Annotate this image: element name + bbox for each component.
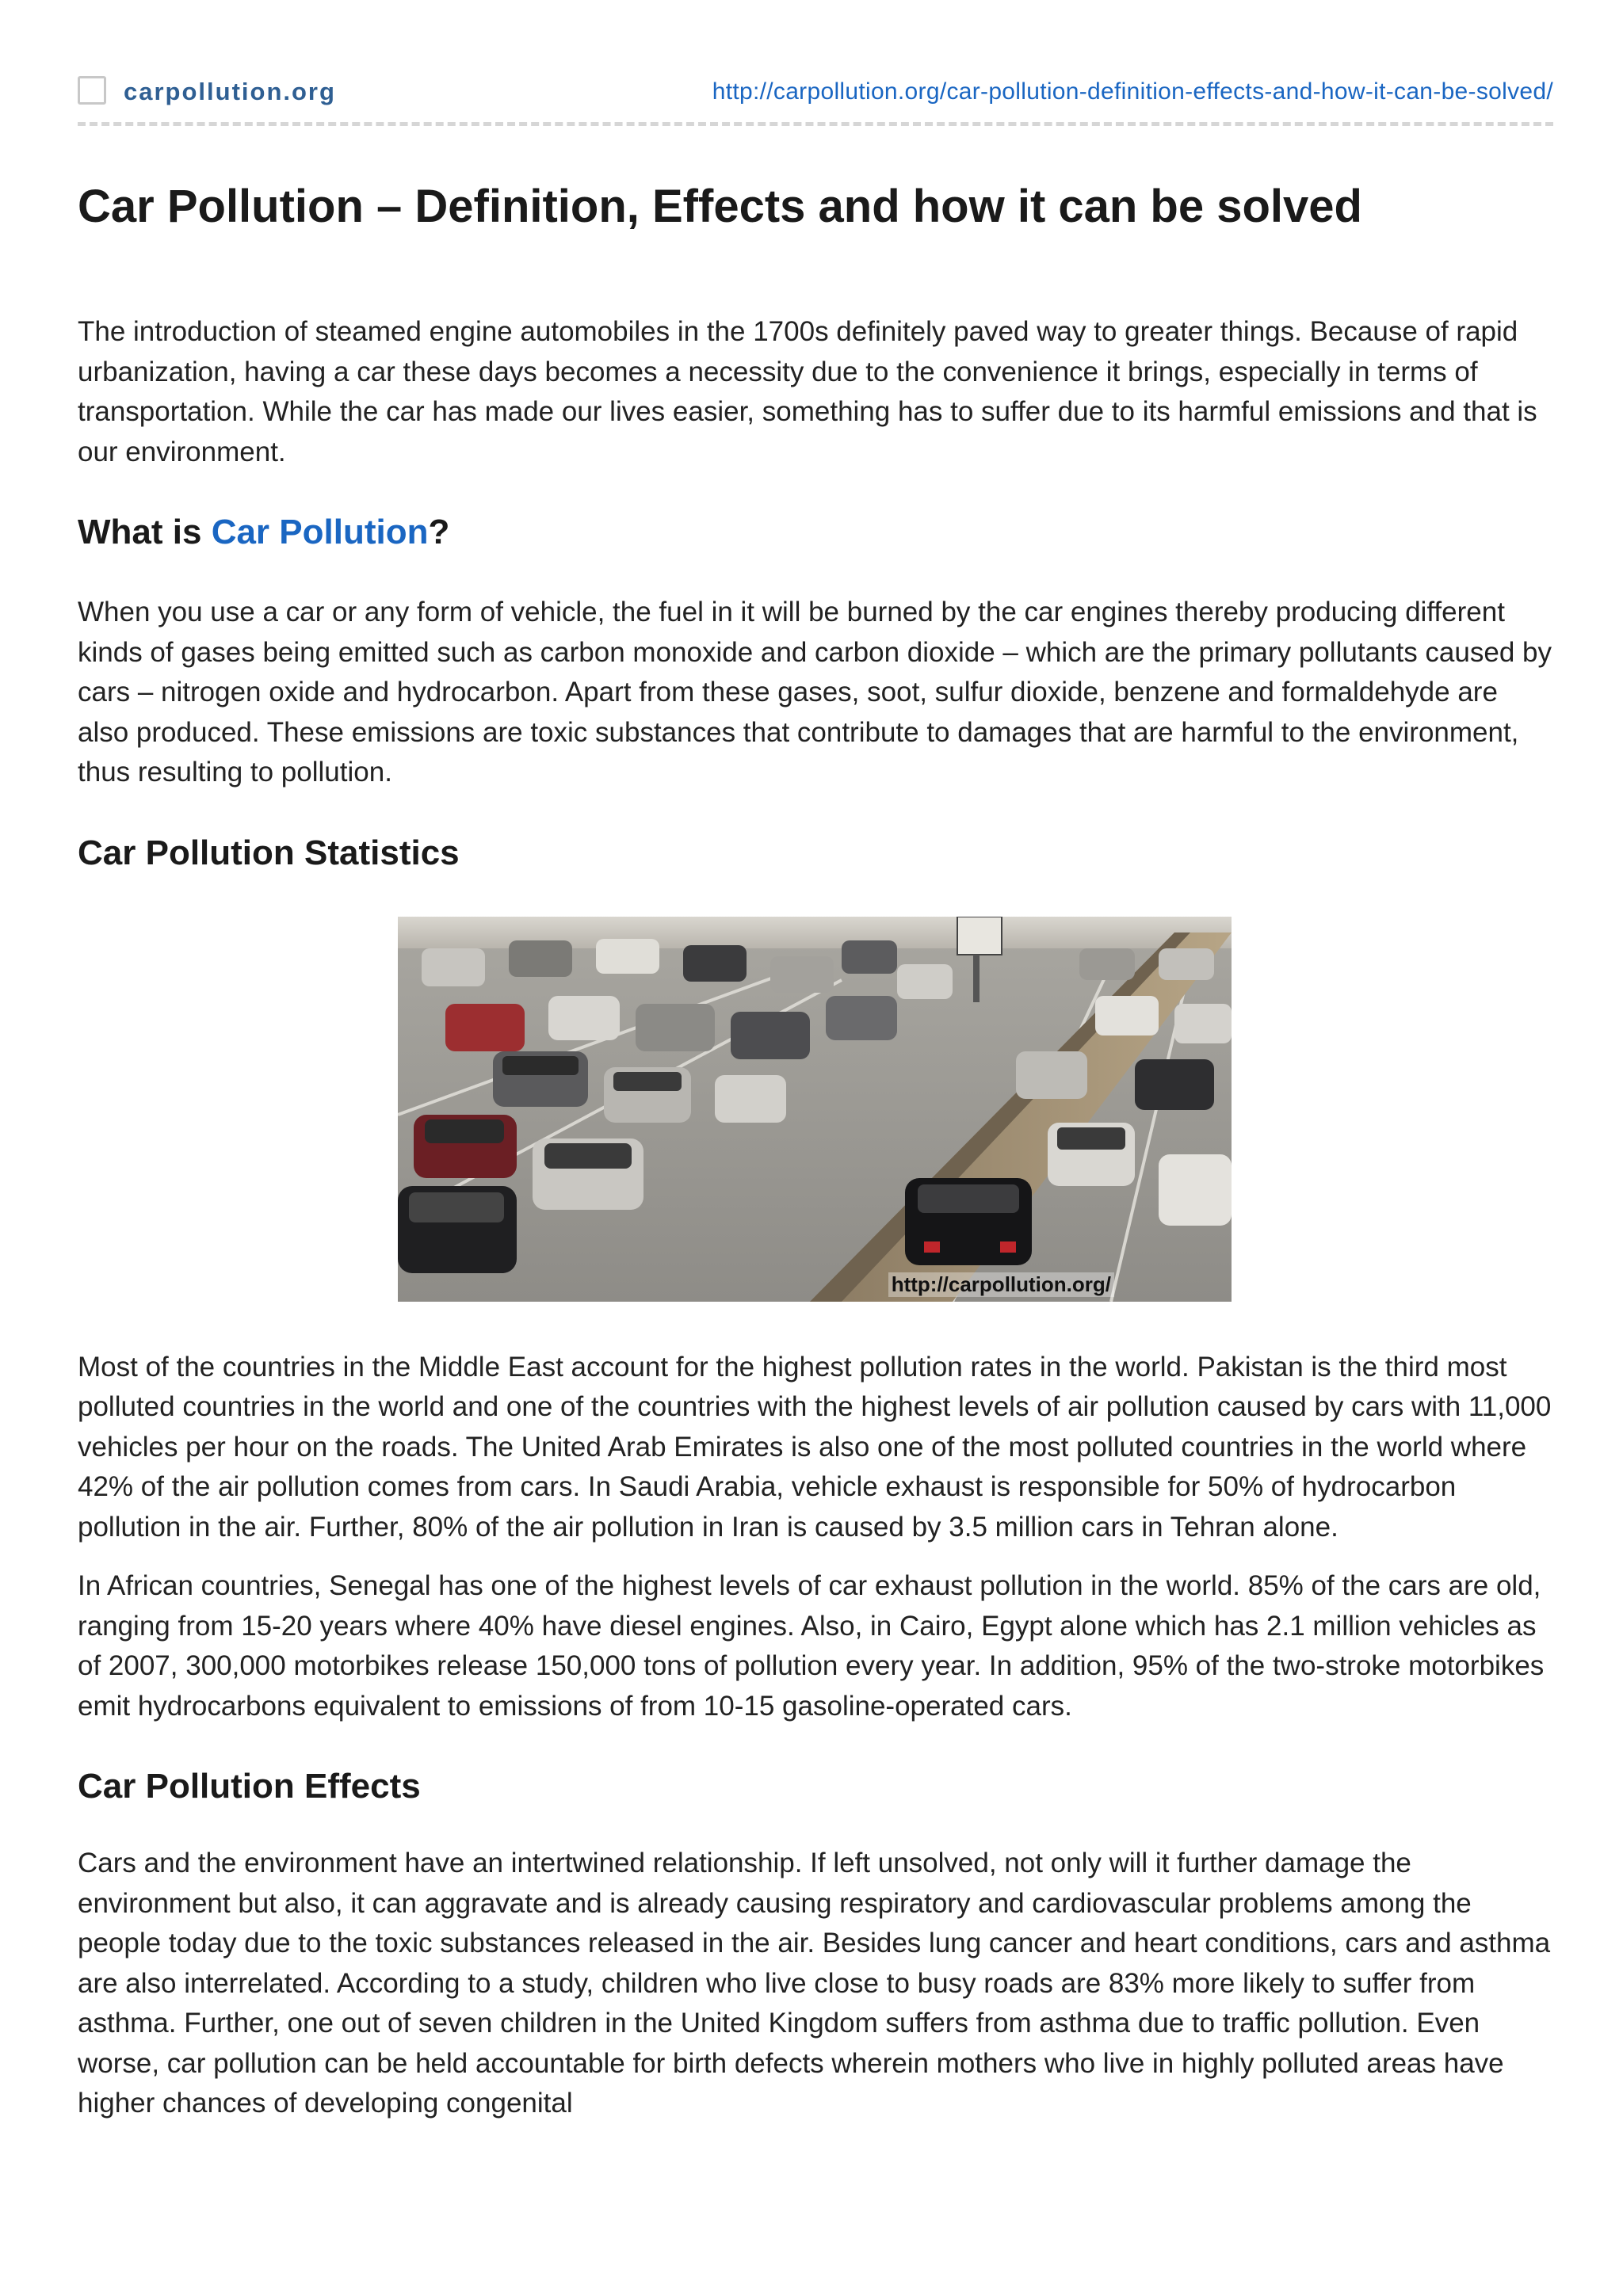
- traffic-photo-illustration: [398, 917, 1232, 1302]
- intro-paragraph: The introduction of steamed engine automobiles in the 1700s definitely paved way to greater things. Because of rapid urbanization, having a car these days becomes a necessity due to the convenience it brings, especially in terms of transportation. While the car has made our lives easier, something has to suffer due to its harmful emissions and that is our environment.: [78, 316, 1537, 467]
- site-favicon-icon: [78, 76, 106, 105]
- site-name[interactable]: carpollution.org: [124, 78, 336, 105]
- car-pollution-link[interactable]: Car Pollution: [211, 513, 429, 551]
- effects-heading: Car Pollution Effects: [78, 1767, 421, 1806]
- statistics-heading: Car Pollution Statistics: [78, 833, 460, 872]
- what-is-heading: [78, 510, 1553, 555]
- what-is-heading-prefix: What is: [78, 513, 212, 551]
- header-divider: [78, 122, 1553, 126]
- page: [78, 0, 1553, 2124]
- what-is-paragraph: When you use a car or any form of vehicle, the fuel in it will be burned by the car engines thereby producing different kinds of gases being emitted such as carbon monoxide and carbon dioxide – which are the primary pollutants caused by cars – nitrogen oxide and hydrocarbon. Apart from these gases, soot, sulfur dioxide, benzene and formaldehyde are also produced. These emissions are toxic substances that contribute to damages that are harmful to the environment, thus resulting to pollution.: [78, 597, 1552, 788]
- what-is-heading-suffix: ?: [428, 513, 450, 551]
- africa-statistics-paragraph: In African countries, Senegal has one of the highest levels of car exhaust pollution in the world. 85% of the cars are old, ranging from 15-20 years where 40% have diesel engines. Also, in Cairo, Egypt alone which has 2.1 million vehicles as of 2007, 300,000 motorbikes release 150,000 tons of pollution every year. In addition, 95% of the two-stroke motorbikes emit hydrocarbons equivalent to emissions of from 10-15 gasoline-operated cars.: [78, 1570, 1545, 1722]
- effects-paragraph: Cars and the environment have an intertwined relationship. If left unsolved, not only will it further damage the environment but also, it can aggravate and is already causing respiratory and cardiovascular problems among the people today due to the toxic substances released in the air. Besides lung cancer and heart conditions, cars and asthma are also interrelated. According to a study, children who live close to busy roads are 83% more likely to suffer from asthma. Further, one out of seven children in the United Kingdom suffers from asthma due to traffic pollution. Even worse, car pollution can be held accountable for birth defects wherein mothers who live in highly polluted areas have higher chances of developing congenital: [78, 1848, 1551, 2119]
- middle-east-statistics-paragraph: Most of the countries in the Middle East account for the highest pollution rates in the world. Pakistan is the third most polluted countries in the world and one of the countries with the highest levels of air pollution caused by cars with 11,000 vehicles per hour on the roads. The United Arab Emirates is also one of the most polluted countries in the world where 42% of the air pollution comes from cars. In Saudi Arabia, vehicle exhaust is responsible for 50% of hydrocarbon pollution in the air. Further, 80% of the air pollution in Iran is caused by 3.5 million cars in Tehran alone.: [78, 1351, 1552, 1543]
- page-url-link[interactable]: http://carpollution.org/car-pollution-definition-effects-and-how-it-can-be-solved/: [712, 78, 1553, 105]
- photo-caption: http://carpollution.org/: [888, 1272, 1114, 1297]
- article-title: Car Pollution – Definition, Effects and how it can be solved: [78, 181, 1362, 232]
- traffic-photo: [398, 917, 1232, 1302]
- page-header: [78, 0, 1553, 127]
